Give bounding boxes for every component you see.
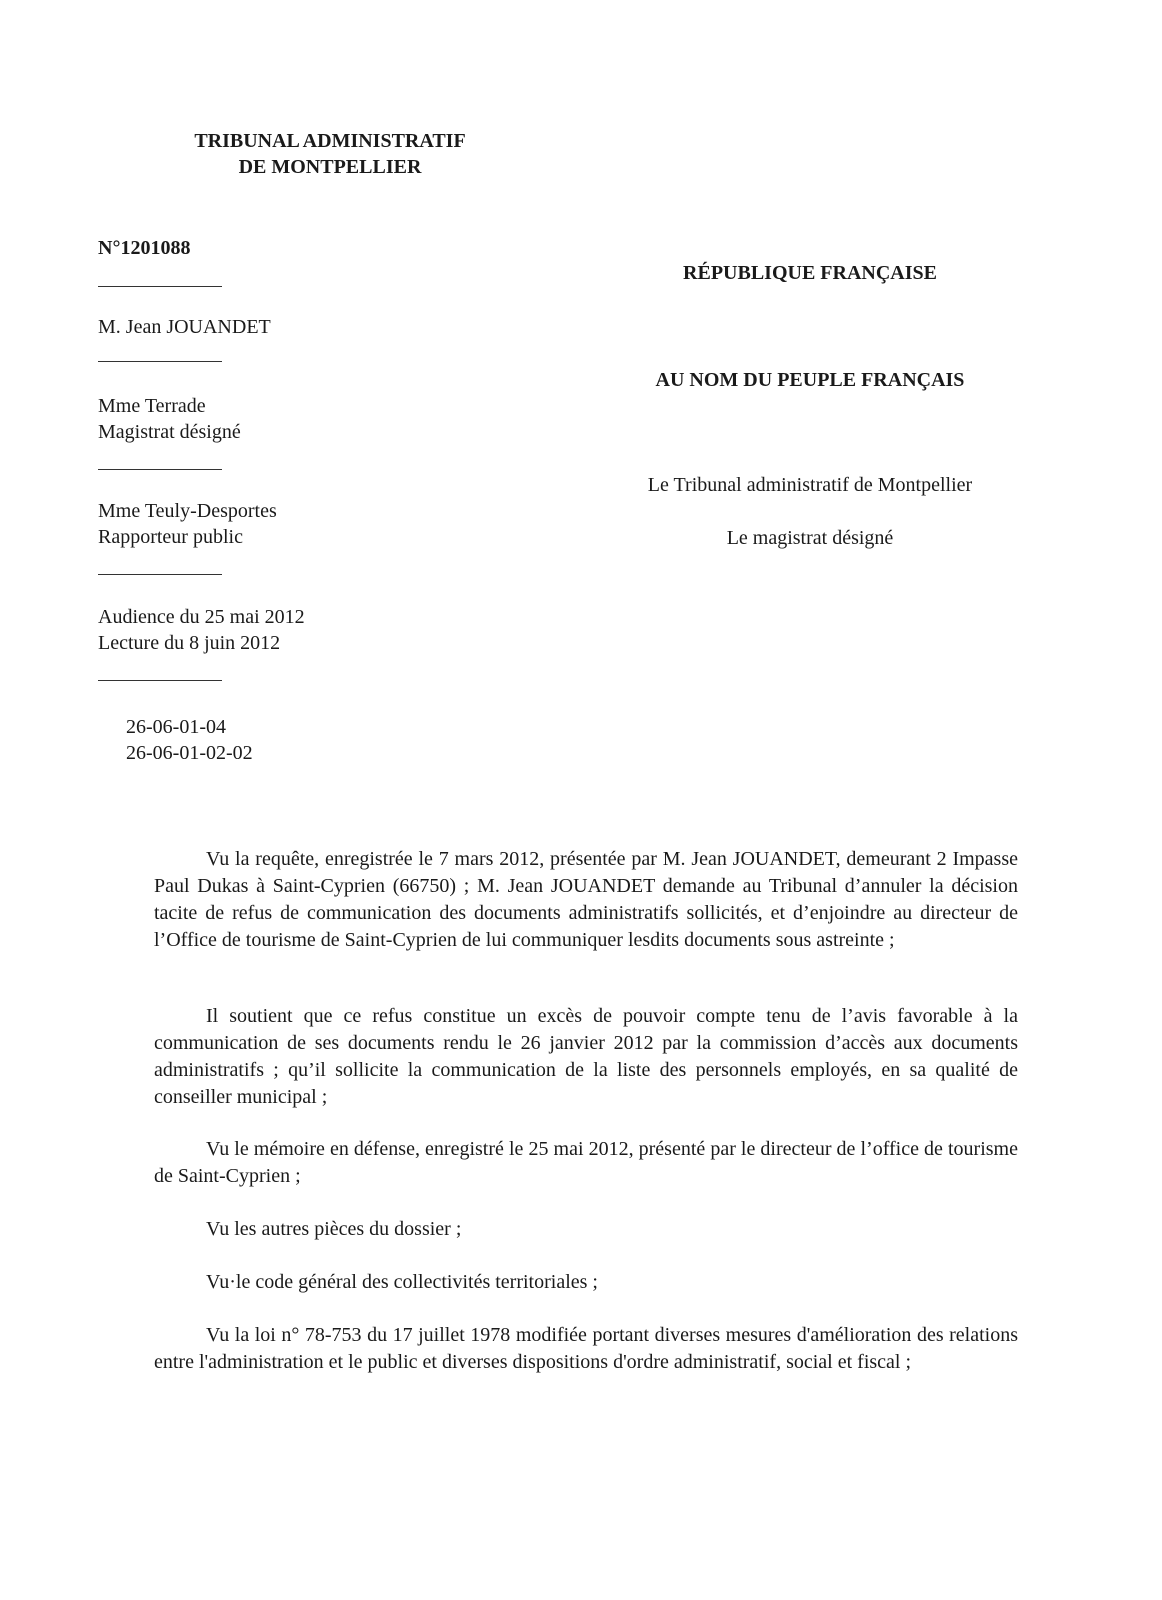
judge-role: Magistrat désigné — [98, 421, 241, 443]
tribunal-line: Le Tribunal administratif de Montpellier — [647, 474, 973, 496]
paragraph-law-text: Vu la loi n° 78-753 du 17 juillet 1978 modifiée portant diverses mesures d'amélioration des relations entre l'administration et le public et diverses dispositions d'ordre administratif, social et fiscal ; — [154, 1324, 1018, 1373]
paragraph-arguments — [154, 1003, 1018, 1111]
paragraph-code: Vu·le code général des collectivités territoriales ; — [206, 1271, 598, 1293]
paragraph-defense — [154, 1136, 1018, 1190]
divider — [98, 286, 222, 287]
paragraph-arguments-text: Il soutient que ce refus constitue un excès de pouvoir compte tenu de l’avis favorable à la communication de ses documents rendu le 26 janvier 2012 par la commission d’accès aux documents administratifs ; qu’il sollicite la communication de la liste des personnels employés, en sa qualité de conseiller municipal ; — [154, 1005, 1018, 1108]
code-1: 26-06-01-04 — [126, 716, 226, 738]
rapporteur-role: Rapporteur public — [98, 526, 243, 548]
case-number: N°1201088 — [98, 237, 191, 259]
court-line-2: DE MONTPELLIER — [238, 156, 422, 178]
applicant: M. Jean JOUANDET — [98, 316, 271, 338]
rapporteur-name: Mme Teuly-Desportes — [98, 500, 277, 522]
divider — [98, 680, 222, 681]
code-2: 26-06-01-02-02 — [126, 742, 253, 764]
classification-codes — [126, 714, 253, 766]
hearing-date: Audience du 25 mai 2012 — [98, 606, 305, 628]
paragraph-request-text: Vu la requête, enregistrée le 7 mars 2012, présentée par M. Jean JOUANDET, demeurant 2 Impasse Paul Dukas à Saint-Cyprien (66750) ; M. Jean JOUANDET demande au Tribunal d’annuler la décision tacite de refus de communication des documents administratifs sollicités, et d’enjoindre au directeur de l’Office de tourisme de Saint-Cyprien de lui communiquer lesdits documents sous astreinte ; — [154, 848, 1018, 951]
divider — [98, 469, 222, 470]
court-line-1: TRIBUNAL ADMINISTRATIF — [194, 130, 466, 152]
republic-heading: RÉPUBLIQUE FRANÇAISE — [683, 262, 937, 284]
paragraph-law — [154, 1322, 1018, 1376]
magistrate-line: Le magistrat désigné — [726, 527, 894, 549]
people-heading: AU NOM DU PEUPLE FRANÇAIS — [655, 369, 965, 391]
divider — [98, 574, 222, 575]
paragraph-defense-text: Vu le mémoire en défense, enregistré le 25 mai 2012, présenté par le directeur de l’office de tourisme de Saint-Cyprien ; — [154, 1138, 1018, 1187]
divider — [98, 361, 222, 362]
paragraph-request — [154, 846, 1018, 954]
judge-name: Mme Terrade — [98, 395, 206, 417]
paragraph-other-documents: Vu les autres pièces du dossier ; — [206, 1218, 462, 1240]
court-heading — [150, 128, 510, 180]
reading-date: Lecture du 8 juin 2012 — [98, 632, 281, 654]
